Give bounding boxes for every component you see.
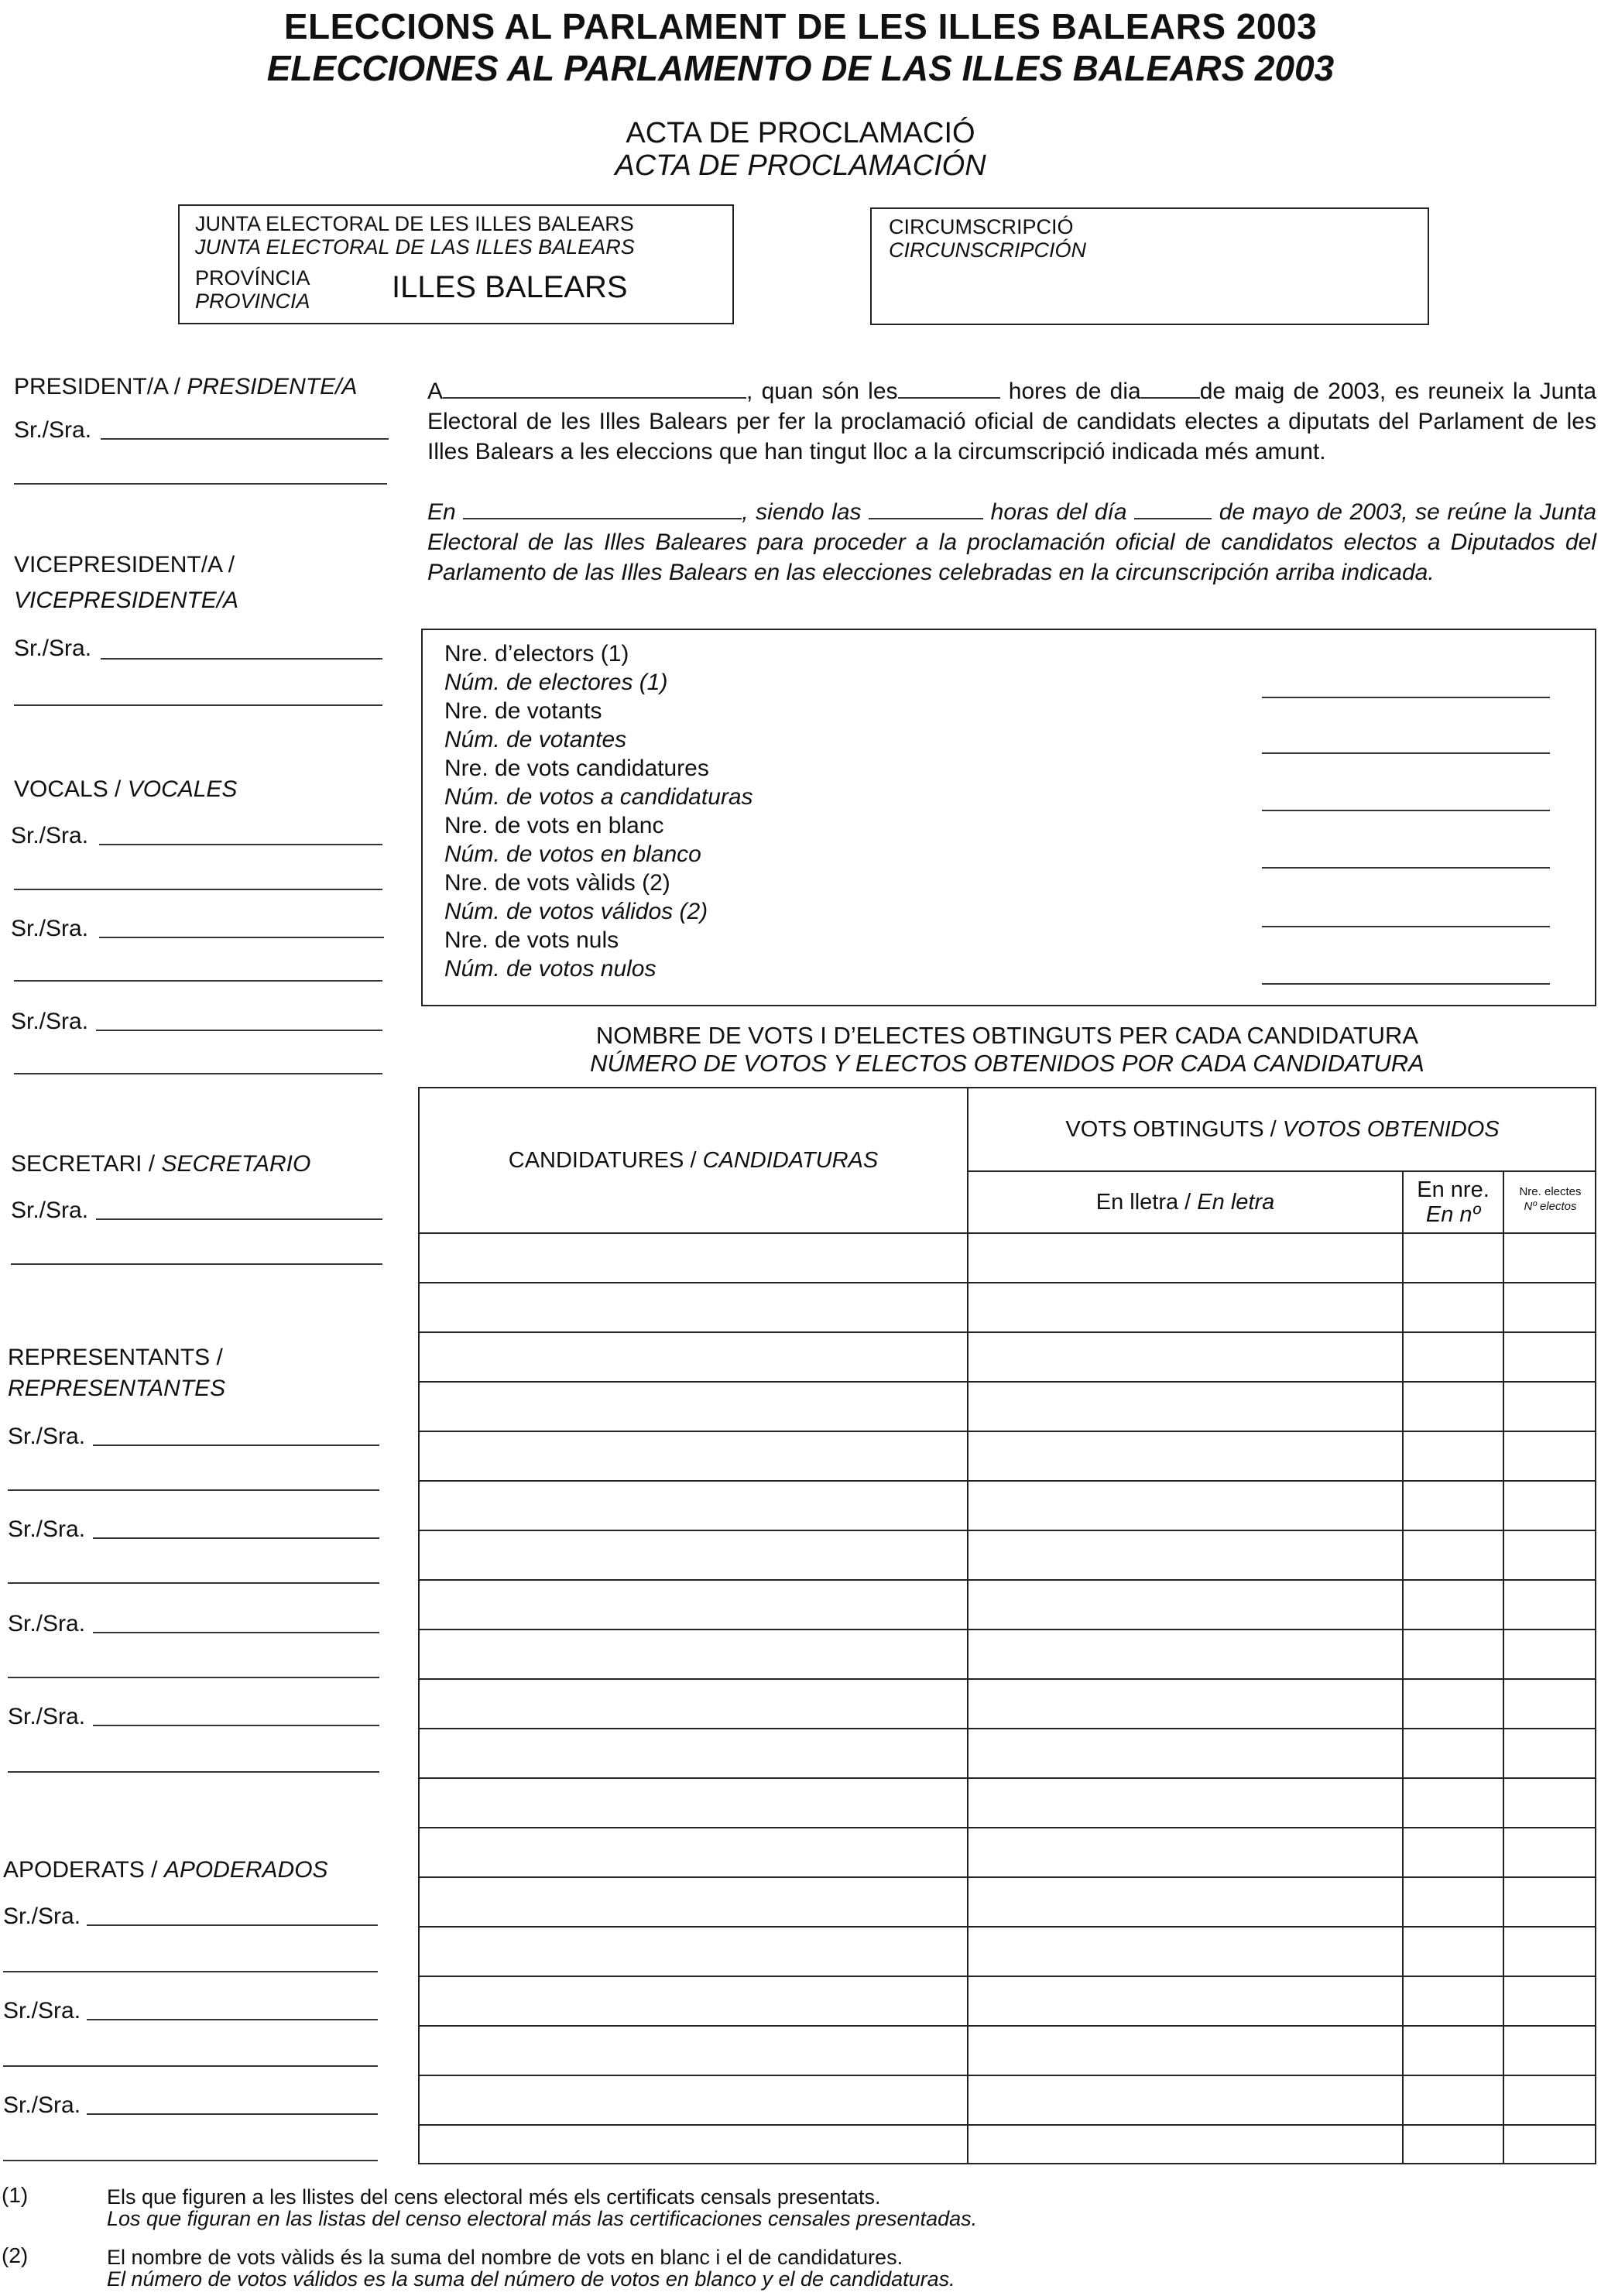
apoderat3-signature-line-2[interactable] xyxy=(3,2160,378,2161)
place-blank-es[interactable] xyxy=(463,498,742,519)
apoderat3-signature-line[interactable] xyxy=(87,2113,378,2115)
table-row-line xyxy=(420,1678,1596,1680)
col-header-en-nre-catalan: En nre. xyxy=(1417,1177,1490,1202)
representant1-signature-line[interactable] xyxy=(93,1444,379,1446)
stat-blanc-catalan: Nre. de vots en blanc xyxy=(444,813,664,838)
secretari-sr-label: Sr./Sra. xyxy=(11,1198,89,1223)
stat-votants-input[interactable] xyxy=(1262,752,1550,754)
representant2-sr-label: Sr./Sra. xyxy=(8,1516,86,1542)
apoderat1-sr-label: Sr./Sra. xyxy=(3,1904,81,1929)
table-row-line xyxy=(420,1629,1596,1630)
footnote-2-number: (2) xyxy=(2,2243,29,2267)
table-subheader-divider xyxy=(967,1170,1596,1172)
representant3-signature-line-2[interactable] xyxy=(8,1677,379,1678)
day-blank-ca[interactable] xyxy=(1141,377,1200,399)
representant4-signature-line[interactable] xyxy=(93,1725,379,1726)
table-row-line xyxy=(420,1331,1596,1333)
representant3-sr-label: Sr./Sra. xyxy=(8,1611,86,1636)
president-signature-line-2[interactable] xyxy=(14,483,387,485)
apoderat2-sr-label: Sr./Sra. xyxy=(3,1998,81,2024)
results-table xyxy=(418,1087,1596,2164)
apoderat1-signature-line[interactable] xyxy=(87,1924,378,1926)
table-row-line xyxy=(420,1431,1596,1432)
stat-valids-catalan: Nre. de vots vàlids (2) xyxy=(444,870,670,896)
representant2-signature-line[interactable] xyxy=(93,1537,379,1539)
col-header-vots-obtinguts: VOTS OBTINGUTS / VOTOS OBTENIDOS xyxy=(1065,1117,1500,1142)
day-blank-es[interactable] xyxy=(1134,498,1212,519)
apoderat2-signature-line-2[interactable] xyxy=(3,2065,378,2067)
stat-candidatures-catalan: Nre. de vots candidatures xyxy=(444,756,709,781)
vocal2-signature-line[interactable] xyxy=(99,937,384,938)
representants-heading-spanish: REPRESENTANTES xyxy=(8,1376,226,1401)
representant1-sr-label: Sr./Sra. xyxy=(8,1424,86,1449)
secretari-heading: SECRETARI / SECRETARIO xyxy=(11,1151,311,1177)
table-row-line xyxy=(420,1777,1596,1779)
place-blank-ca[interactable] xyxy=(443,377,746,399)
vocal1-signature-line-2[interactable] xyxy=(14,889,382,890)
col-header-en-nre-spanish: En nº xyxy=(1425,1202,1481,1227)
table-col-divider xyxy=(967,1088,968,2164)
stat-electors-input[interactable] xyxy=(1262,697,1550,698)
subtitle-catalan: ACTA DE PROCLAMACIÓ xyxy=(626,117,975,149)
footnote-2-spanish: El número de votos válidos es la suma del número de votos en blanco y el de candidaturas. xyxy=(107,2267,955,2291)
apoderats-heading: APODERATS / APODERADOS xyxy=(3,1857,328,1883)
footnote-2-catalan: El nombre de vots vàlids és la suma del nombre de vots en blanc i el de candidatures. xyxy=(107,2246,903,2269)
stat-votants-spanish: Núm. de votantes xyxy=(444,727,627,752)
subtitle-spanish: ACTA DE PROCLAMACIÓN xyxy=(615,149,986,182)
vocal1-sr-label: Sr./Sra. xyxy=(11,823,89,848)
stat-electors-catalan: Nre. d’electors (1) xyxy=(444,641,629,667)
stat-nuls-spanish: Núm. de votos nulos xyxy=(444,956,657,982)
table-row-line xyxy=(420,1282,1596,1283)
col-header-candidatures: CANDIDATURES / CANDIDATURAS xyxy=(508,1148,879,1173)
col-header-en-lletra: En lletra / En letra xyxy=(1095,1190,1275,1215)
stat-candidatures-input[interactable] xyxy=(1262,810,1550,811)
secretari-signature-line-2[interactable] xyxy=(11,1263,382,1265)
stat-blanc-input[interactable] xyxy=(1262,867,1550,869)
vocal2-signature-line-2[interactable] xyxy=(14,980,382,982)
footnote-1-number: (1) xyxy=(2,2183,29,2207)
junta-electoral-box xyxy=(178,204,734,324)
provincia-label-spanish: PROVINCIA xyxy=(195,290,310,313)
circumscripcio-label-spanish: CIRCUNSCRIPCIÓN xyxy=(889,238,1087,262)
table-row-line xyxy=(420,1381,1596,1383)
col-header-electes-catalan: Nre. electes xyxy=(1519,1185,1582,1198)
col-header-electes-spanish: Nº electos xyxy=(1524,1200,1577,1213)
paragraph-spanish: En , siendo las horas del día de mayo de 2003, se reúne la Junta Electoral de las Illes Baleares para proceder a la proclamación oficial de candidatos electos a Diputados del Parlamento de las Illes Balears en las elecciones celebradas en la circunscripción arriba indicada. xyxy=(427,499,1597,585)
vocal3-signature-line[interactable] xyxy=(96,1030,382,1031)
results-heading-spanish: NÚMERO DE VOTOS Y ELECTOS OBTENIDOS POR CADA CANDIDATURA xyxy=(590,1050,1424,1077)
title-spanish: ELECCIONES AL PARLAMENTO DE LAS ILLES BALEARS 2003 xyxy=(266,48,1335,88)
table-col-divider xyxy=(1503,1170,1504,2164)
stat-electors-spanish: Núm. de electores (1) xyxy=(444,670,668,695)
footnote-1-spanish: Los que figuran en las listas del censo electoral más las certificaciones censales presentadas. xyxy=(107,2207,978,2230)
table-row-line xyxy=(420,1579,1596,1581)
hour-blank-ca[interactable] xyxy=(898,377,1000,399)
vocals-heading: VOCALS / VOCALES xyxy=(14,776,238,802)
junta-label-spanish: JUNTA ELECTORAL DE LAS ILLES BALEARS xyxy=(195,235,635,259)
circumscripcio-label-catalan: CIRCUMSCRIPCIÓ xyxy=(889,215,1074,238)
stat-candidatures-spanish: Núm. de votos a candidaturas xyxy=(444,784,753,810)
table-header-bottom xyxy=(420,1232,1596,1234)
paragraph-catalan: A , quan són les hores de dia de maig de 2003, es reuneix la Junta Electoral de les Illes Balears per fer la proclamació oficial de candidats electes a diputats del Parlament de les Illes Balears a les eleccions que han tingut lloc a la circumscripció indicada més amunt. xyxy=(427,379,1597,464)
results-heading-catalan: NOMBRE DE VOTS I D’ELECTES OBTINGUTS PER CADA CANDIDATURA xyxy=(595,1022,1419,1049)
vocal1-signature-line[interactable] xyxy=(99,844,382,845)
vocal2-sr-label: Sr./Sra. xyxy=(11,916,89,941)
apoderat1-signature-line-2[interactable] xyxy=(3,1971,378,1972)
provincia-label-catalan: PROVÍNCIA xyxy=(195,266,310,290)
stat-valids-spanish: Núm. de votos válidos (2) xyxy=(444,899,708,924)
table-row-line xyxy=(420,1926,1596,1928)
representant4-signature-line-2[interactable] xyxy=(8,1771,379,1773)
table-row-line xyxy=(420,1976,1596,1977)
representant4-sr-label: Sr./Sra. xyxy=(8,1704,86,1729)
stat-nuls-input[interactable] xyxy=(1262,983,1550,985)
circumscripcio-box[interactable] xyxy=(870,207,1429,325)
vicepresident-signature-line[interactable] xyxy=(101,658,382,660)
table-row-line xyxy=(420,1530,1596,1531)
title-catalan: ELECCIONS AL PARLAMENT DE LES ILLES BALEARS 2003 xyxy=(283,6,1318,46)
hour-blank-es[interactable] xyxy=(869,498,983,519)
vicepresident-heading-spanish: VICEPRESIDENTE/A xyxy=(14,588,239,613)
representants-heading-catalan: REPRESENTANTS / xyxy=(8,1345,223,1370)
stat-blanc-spanish: Núm. de votos en blanco xyxy=(444,841,701,867)
president-signature-line[interactable] xyxy=(101,438,389,440)
stat-votants-catalan: Nre. de votants xyxy=(444,698,602,724)
table-row-line xyxy=(420,2075,1596,2076)
provincia-value: ILLES BALEARS xyxy=(392,270,628,304)
table-col-divider xyxy=(1402,1170,1404,2164)
representant2-signature-line-2[interactable] xyxy=(8,1582,379,1584)
vicepresident-sr-label: Sr./Sra. xyxy=(14,636,92,661)
table-row-line xyxy=(420,1728,1596,1729)
president-heading: PRESIDENT/A / PRESIDENTE/A xyxy=(14,374,358,399)
representant1-signature-line-2[interactable] xyxy=(8,1489,379,1491)
representant3-signature-line[interactable] xyxy=(93,1632,379,1633)
vocal3-signature-line-2[interactable] xyxy=(14,1073,382,1074)
apoderat2-signature-line[interactable] xyxy=(87,2019,378,2020)
table-row-line xyxy=(420,2124,1596,2126)
table-row-line xyxy=(420,1876,1596,1878)
vicepresident-heading-catalan: VICEPRESIDENT/A / xyxy=(14,552,235,577)
vicepresident-signature-line-2[interactable] xyxy=(14,704,382,706)
footnote-1-catalan: Els que figuren a les llistes del cens electoral més els certificats censals presentats. xyxy=(107,2185,881,2209)
table-row-line xyxy=(420,2025,1596,2027)
table-row-line xyxy=(420,1480,1596,1482)
junta-label-catalan: JUNTA ELECTORAL DE LES ILLES BALEARS xyxy=(195,212,634,235)
secretari-signature-line[interactable] xyxy=(96,1218,382,1220)
president-sr-label: Sr./Sra. xyxy=(14,417,92,443)
stat-nuls-catalan: Nre. de vots nuls xyxy=(444,927,619,953)
stat-valids-input[interactable] xyxy=(1262,926,1550,927)
apoderat3-sr-label: Sr./Sra. xyxy=(3,2092,81,2118)
table-row-line xyxy=(420,1827,1596,1828)
vocal3-sr-label: Sr./Sra. xyxy=(11,1009,89,1034)
